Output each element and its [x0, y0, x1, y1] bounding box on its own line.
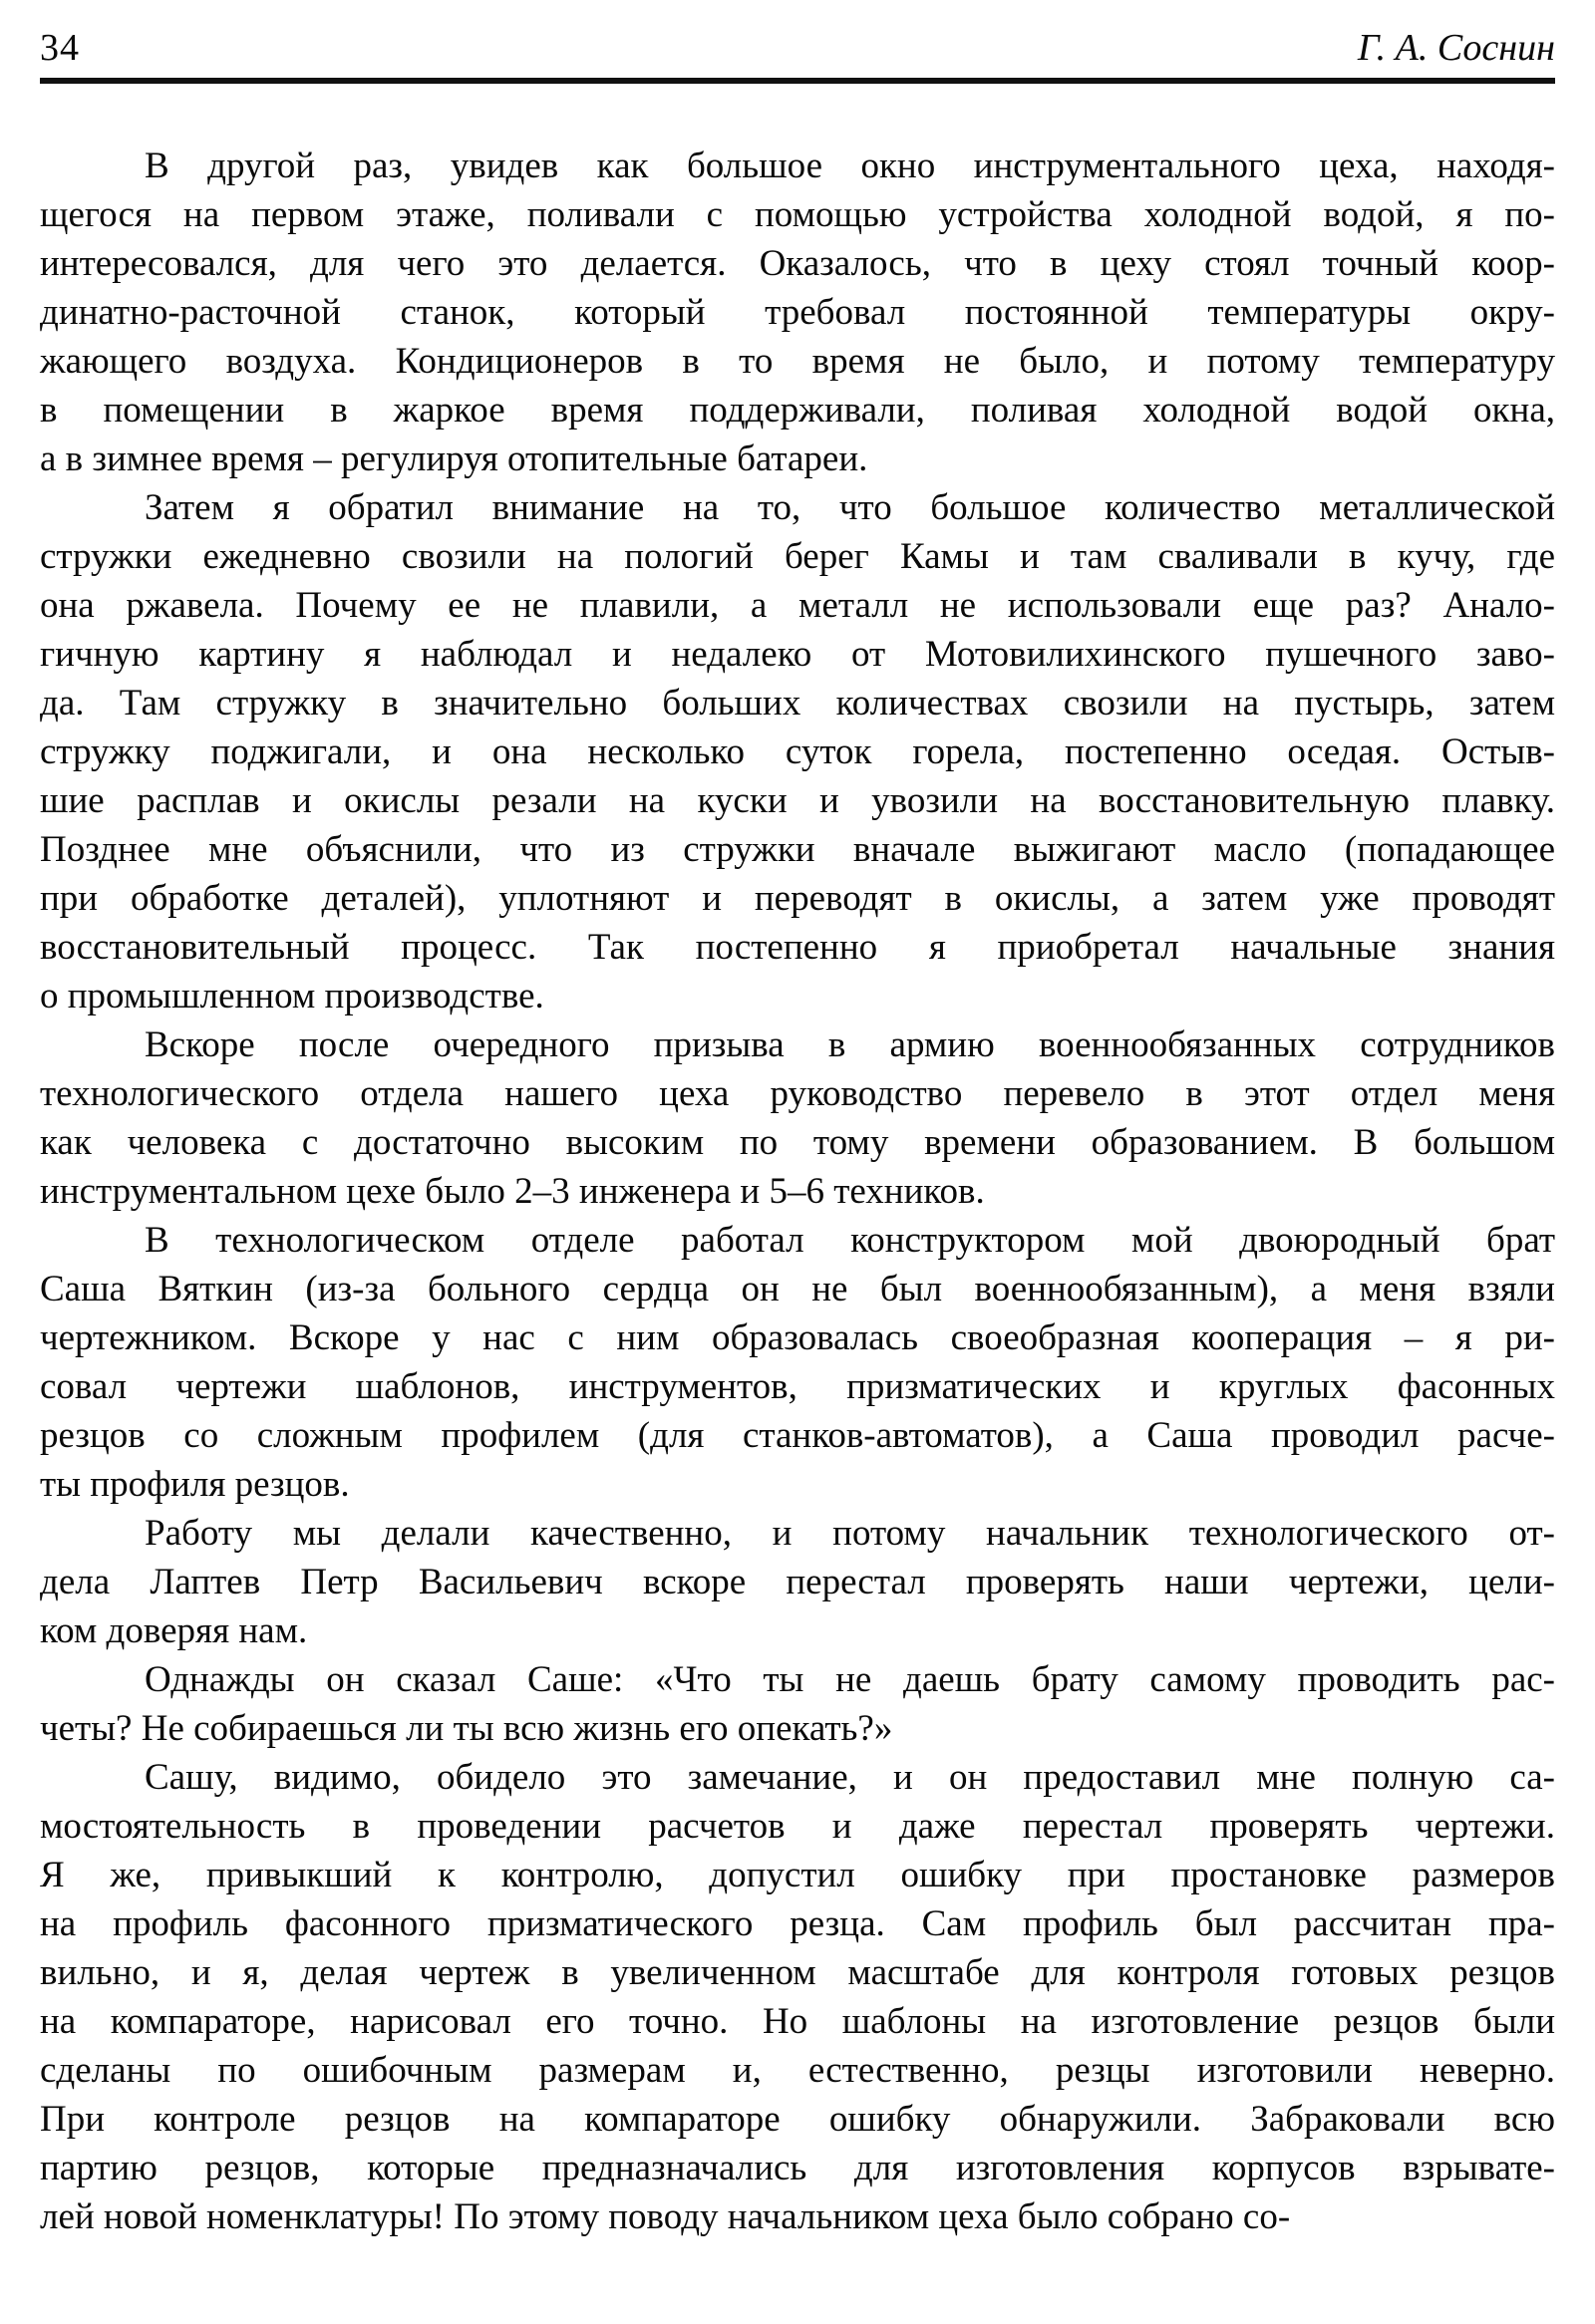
text-line: шие расплав и окислы резали на куски и увозили на восстановительную плавку.	[40, 780, 1555, 821]
text-line: на компараторе, нарисовал его точно. Но шаблоны на изготовление резцов были	[40, 2001, 1555, 2042]
text-line: ком доверяя нам.	[40, 1610, 308, 1651]
text-line: Затем я обратил внимание на то, что большое количество металлической	[145, 487, 1555, 528]
text-line: дела Лаптев Петр Васильевич вскоре перестал проверять наши чертежи, цели-	[40, 1562, 1555, 1602]
text-line: гичную картину я наблюдал и недалеко от Мотовилихинского пушечного заво-	[40, 634, 1555, 675]
text-line: интересовался, для чего это делается. Оказалось, что в цеху стоял точный коор-	[40, 243, 1555, 284]
text-line: щегося на первом этаже, поливали с помощью устройства холодной водой, я по-	[40, 194, 1555, 235]
paragraph	[40, 1216, 1555, 1509]
text-line: как человека с достаточно высоким по тому времени образованием. В большом	[40, 1122, 1555, 1163]
text-line: четы? Не собираешься ли ты всю жизнь его опекать?»	[40, 1708, 893, 1749]
text-line: а в зимнее время – регулируя отопительные батареи.	[40, 438, 868, 479]
running-head-author: Г. А. Соснин	[1357, 27, 1555, 69]
text-line: восстановительный процесс. Так постепенно я приобретал начальные знания	[40, 927, 1555, 968]
paragraph	[40, 142, 1555, 483]
text-line: ты профиля резцов.	[40, 1464, 350, 1505]
text-line: лей новой номенклатуры! По этому поводу начальником цеха было собрано со-	[40, 2196, 1291, 2237]
text-line: Позднее мне объяснили, что из стружки вначале выжигают масло (попадающее	[40, 829, 1555, 870]
page-number: 34	[40, 27, 80, 69]
text-line: В другой раз, увидев как большое окно инструментального цеха, находя-	[145, 145, 1555, 186]
paragraph	[40, 1020, 1555, 1216]
text-line: в помещении в жаркое время поддерживали, поливая холодной водой окна,	[40, 390, 1555, 431]
text-line: Работу мы делали качественно, и потому начальник технологического от-	[145, 1513, 1555, 1554]
text-line: стружку поджигали, и она несколько суток горела, постепенно оседая. Остыв-	[40, 731, 1555, 772]
text-line: инструментальном цехе было 2–3 инженера и 5–6 техников.	[40, 1171, 985, 1212]
text-line: мостоятельность в проведении расчетов и даже перестал проверять чертежи.	[40, 1806, 1555, 1847]
body-text	[40, 142, 1555, 2241]
text-line: она ржавела. Почему ее не плавили, а металл не использовали еще раз? Анало-	[40, 585, 1555, 626]
text-line: Однажды он сказал Саше: «Что ты не даешь брату самому проводить рас-	[145, 1659, 1555, 1700]
text-line: Вскоре после очередного призыва в армию военнообязанных сотрудников	[145, 1024, 1555, 1065]
text-line: вильно, и я, делая чертеж в увеличенном масштабе для контроля готовых резцов	[40, 1952, 1555, 1993]
paragraph	[40, 1753, 1555, 2241]
text-line: на профиль фасонного призматического резца. Сам профиль был рассчитан пра-	[40, 1903, 1555, 1944]
paragraph	[40, 1655, 1555, 1753]
text-line: резцов со сложным профилем (для станков-автоматов), а Саша проводил расче-	[40, 1415, 1555, 1456]
text-line: партию резцов, которые предназначались для изготовления корпусов взрывате-	[40, 2148, 1555, 2188]
text-line: сделаны по ошибочным размерам и, естественно, резцы изготовили неверно.	[40, 2050, 1555, 2091]
text-line: да. Там стружку в значительно больших количествах свозили на пустырь, затем	[40, 683, 1555, 724]
text-line: динатно-расточной станок, который требовал постоянной температуры окру-	[40, 292, 1555, 333]
text-line: Сашу, видимо, обидело это замечание, и он предоставил мне полную са-	[145, 1757, 1555, 1798]
paragraph	[40, 1509, 1555, 1655]
text-line: стружки ежедневно свозили на пологий берег Камы и там сваливали в кучу, где	[40, 536, 1555, 577]
text-line: При контроле резцов на компараторе ошибку обнаружили. Забраковали всю	[40, 2099, 1555, 2140]
text-line: Саша Вяткин (из-за больного сердца он не был военнообязанным), а меня взяли	[40, 1269, 1555, 1309]
text-line: Я же, привыкший к контролю, допустил ошибку при простановке размеров	[40, 1855, 1555, 1895]
text-line: при обработке деталей), уплотняют и переводят в окислы, а затем уже проводят	[40, 878, 1555, 919]
text-line: технологического отдела нашего цеха руководство перевело в этот отдел меня	[40, 1073, 1555, 1114]
text-line: совал чертежи шаблонов, инструментов, призматических и круглых фасонных	[40, 1366, 1555, 1407]
text-line: о промышленном производстве.	[40, 976, 544, 1017]
text-line: чертежником. Вскоре у нас с ним образовалась своеобразная кооперация – я ри-	[40, 1317, 1555, 1358]
text-line: В технологическом отделе работал конструктором мой двоюродный брат	[145, 1220, 1555, 1261]
running-header	[40, 26, 1555, 70]
header-rule	[40, 78, 1555, 84]
paragraph	[40, 483, 1555, 1020]
text-line: жающего воздуха. Кондиционеров в то время не было, и потому температуру	[40, 341, 1555, 382]
